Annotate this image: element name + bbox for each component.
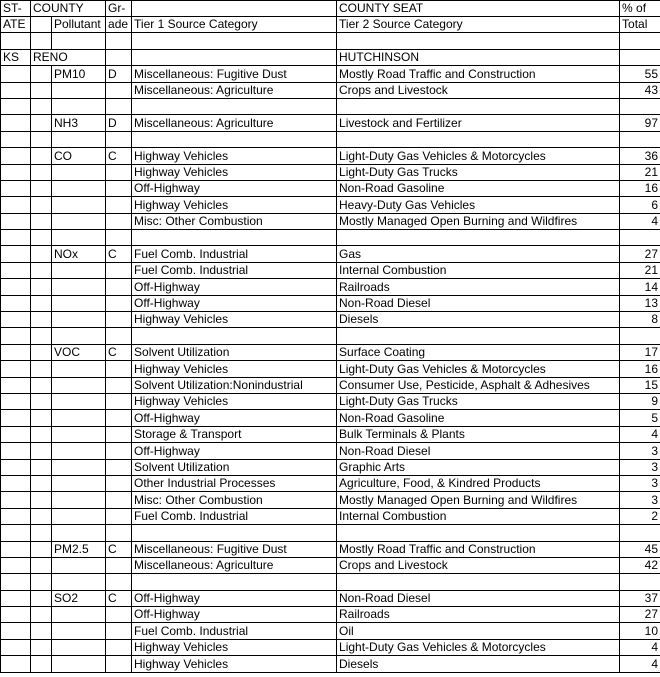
pct-cell: 4 bbox=[620, 213, 660, 229]
pct-cell: 42 bbox=[620, 557, 660, 573]
state-cell bbox=[1, 475, 31, 491]
pollutant-cell: NH3 bbox=[52, 115, 106, 131]
state-cell bbox=[1, 246, 31, 262]
pollutant-cell bbox=[52, 213, 106, 229]
county-cell bbox=[31, 66, 52, 82]
grade-cell bbox=[106, 197, 132, 213]
grade-cell: C bbox=[106, 541, 132, 557]
pct-cell: 8 bbox=[620, 312, 660, 328]
tier1-cell: Fuel Comb. Industrial bbox=[132, 623, 337, 639]
table-row bbox=[1, 361, 660, 377]
county-cell bbox=[31, 623, 52, 639]
table-row bbox=[1, 607, 660, 623]
table-row bbox=[1, 180, 660, 196]
state-cell bbox=[1, 443, 31, 459]
tier2-cell: Mostly Managed Open Burning and Wildfires bbox=[337, 492, 620, 508]
grade-cell: C bbox=[106, 344, 132, 360]
tier2-cell: Livestock and Fertilizer bbox=[337, 115, 620, 131]
pollutant-cell bbox=[52, 393, 106, 409]
tier1-cell: Off-Highway bbox=[132, 443, 337, 459]
tier1-cell: Highway Vehicles bbox=[132, 639, 337, 655]
county-cell: RENO bbox=[31, 49, 106, 65]
tier1-cell: Off-Highway bbox=[132, 410, 337, 426]
tier2-cell: Consumer Use, Pesticide, Asphalt & Adhesives bbox=[337, 377, 620, 393]
tier1-cell: Fuel Comb. Industrial bbox=[132, 508, 337, 524]
tier2-cell: Light-Duty Gas Trucks bbox=[337, 393, 620, 409]
table-row bbox=[1, 508, 660, 524]
pct-cell: 16 bbox=[620, 361, 660, 377]
pct-cell: 45 bbox=[620, 541, 660, 557]
pollutant-cell bbox=[52, 262, 106, 278]
county-cell bbox=[31, 148, 52, 164]
grade-cell bbox=[106, 279, 132, 295]
pct-cell: 3 bbox=[620, 443, 660, 459]
county-cell bbox=[31, 361, 52, 377]
pollutant-cell bbox=[52, 82, 106, 98]
tier2-cell: Graphic Arts bbox=[337, 459, 620, 475]
pollutant-cell: SO2 bbox=[52, 590, 106, 606]
pollutant-cell bbox=[52, 164, 106, 180]
table-row bbox=[1, 213, 660, 229]
pct-cell: 2 bbox=[620, 508, 660, 524]
county-cell bbox=[31, 312, 52, 328]
header-state-2: ATE bbox=[1, 17, 31, 33]
tier2-cell: Light-Duty Gas Vehicles & Motorcycles bbox=[337, 361, 620, 377]
header-pct-2: Total bbox=[620, 17, 660, 33]
pollutant-cell bbox=[52, 557, 106, 573]
state-cell bbox=[1, 607, 31, 623]
grade-cell bbox=[106, 639, 132, 655]
county-cell bbox=[31, 115, 52, 131]
pollutant-cell: CO bbox=[52, 148, 106, 164]
state-cell bbox=[1, 377, 31, 393]
state-cell bbox=[1, 393, 31, 409]
table-row bbox=[1, 262, 660, 278]
pollutant-cell bbox=[52, 197, 106, 213]
pollutant-cell bbox=[52, 180, 106, 196]
grade-cell bbox=[106, 312, 132, 328]
grade-cell bbox=[106, 508, 132, 524]
county-cell bbox=[31, 279, 52, 295]
spacer-row bbox=[1, 33, 660, 49]
table-row bbox=[1, 312, 660, 328]
tier2-cell: Oil bbox=[337, 623, 620, 639]
table-row bbox=[1, 115, 660, 131]
pollutant-cell bbox=[52, 475, 106, 491]
grade-cell: C bbox=[106, 148, 132, 164]
pct-cell: 4 bbox=[620, 656, 660, 672]
state-cell bbox=[1, 115, 31, 131]
county-cell bbox=[31, 492, 52, 508]
grade-cell bbox=[106, 623, 132, 639]
tier1-cell: Highway Vehicles bbox=[132, 656, 337, 672]
state-cell bbox=[1, 508, 31, 524]
county-cell bbox=[31, 557, 52, 573]
county-cell bbox=[31, 475, 52, 491]
grade-cell bbox=[106, 377, 132, 393]
spacer-row bbox=[1, 98, 660, 114]
pollutant-cell bbox=[52, 443, 106, 459]
table-row bbox=[1, 443, 660, 459]
tier2-cell: Crops and Livestock bbox=[337, 82, 620, 98]
table-row bbox=[1, 66, 660, 82]
tier1-cell: Off-Highway bbox=[132, 590, 337, 606]
pct-cell: 27 bbox=[620, 246, 660, 262]
pct-cell: 3 bbox=[620, 492, 660, 508]
state-cell bbox=[1, 410, 31, 426]
pollutant-cell bbox=[52, 426, 106, 442]
pct-cell: 43 bbox=[620, 82, 660, 98]
table-row bbox=[1, 82, 660, 98]
county-cell bbox=[31, 197, 52, 213]
table-row bbox=[1, 639, 660, 655]
county-cell bbox=[31, 508, 52, 524]
pollutant-cell bbox=[52, 492, 106, 508]
county-cell bbox=[31, 213, 52, 229]
tier2-cell: Non-Road Diesel bbox=[337, 295, 620, 311]
grade-cell bbox=[106, 82, 132, 98]
tier2-cell: Bulk Terminals & Plants bbox=[337, 426, 620, 442]
tier1-cell: Highway Vehicles bbox=[132, 164, 337, 180]
state-cell bbox=[1, 656, 31, 672]
tier1-cell: Off-Highway bbox=[132, 295, 337, 311]
county-cell bbox=[31, 164, 52, 180]
pct-cell: 15 bbox=[620, 377, 660, 393]
tier1-cell: Misc: Other Combustion bbox=[132, 492, 337, 508]
header-grade-1: Gr- bbox=[106, 1, 132, 17]
pollutant-cell: VOC bbox=[52, 344, 106, 360]
header-county-2 bbox=[31, 17, 52, 33]
county-cell bbox=[31, 639, 52, 655]
tier2-cell: Internal Combustion bbox=[337, 508, 620, 524]
header-row-1 bbox=[1, 1, 660, 17]
pollutant-cell bbox=[52, 656, 106, 672]
tier1-cell: Off-Highway bbox=[132, 180, 337, 196]
pollutant-cell bbox=[52, 377, 106, 393]
grade-cell bbox=[106, 361, 132, 377]
table-row bbox=[1, 148, 660, 164]
tier2-cell: Railroads bbox=[337, 607, 620, 623]
pct-cell: 4 bbox=[620, 426, 660, 442]
tier1-cell: Miscellaneous: Agriculture bbox=[132, 115, 337, 131]
grade-cell: D bbox=[106, 115, 132, 131]
header-row-2 bbox=[1, 17, 660, 33]
pct-cell: 3 bbox=[620, 459, 660, 475]
pollutant-cell bbox=[52, 459, 106, 475]
county-cell bbox=[31, 246, 52, 262]
emissions-table-body bbox=[1, 1, 660, 673]
state-cell bbox=[1, 590, 31, 606]
tier1-cell: Off-Highway bbox=[132, 279, 337, 295]
county-cell bbox=[31, 82, 52, 98]
table-row bbox=[1, 279, 660, 295]
tier2-cell: Agriculture, Food, & Kindred Products bbox=[337, 475, 620, 491]
pct-cell: 17 bbox=[620, 344, 660, 360]
tier2-cell: Non-Road Gasoline bbox=[337, 410, 620, 426]
grade-cell bbox=[106, 443, 132, 459]
pct-cell: 55 bbox=[620, 66, 660, 82]
grade-cell bbox=[106, 492, 132, 508]
tier1-cell: Highway Vehicles bbox=[132, 361, 337, 377]
table-row bbox=[1, 426, 660, 442]
tier1-cell: Miscellaneous: Fugitive Dust bbox=[132, 541, 337, 557]
county-cell bbox=[31, 590, 52, 606]
tier1-cell: Solvent Utilization bbox=[132, 459, 337, 475]
state-cell bbox=[1, 344, 31, 360]
table-row bbox=[1, 164, 660, 180]
county-cell bbox=[31, 377, 52, 393]
pct-cell: 9 bbox=[620, 393, 660, 409]
tier1-cell: Fuel Comb. Industrial bbox=[132, 262, 337, 278]
table-row bbox=[1, 410, 660, 426]
pct-cell: 5 bbox=[620, 410, 660, 426]
header-grade-2: ade bbox=[106, 17, 132, 33]
pct-cell: 97 bbox=[620, 115, 660, 131]
grade-cell bbox=[106, 410, 132, 426]
tier1-cell: Fuel Comb. Industrial bbox=[132, 246, 337, 262]
pct-cell: 3 bbox=[620, 475, 660, 491]
grade-cell: D bbox=[106, 66, 132, 82]
county-cell bbox=[31, 393, 52, 409]
header-pollutant: Pollutant bbox=[52, 17, 106, 33]
table-row bbox=[1, 295, 660, 311]
header-tier2: Tier 2 Source Category bbox=[337, 17, 620, 33]
pct-cell: 4 bbox=[620, 639, 660, 655]
pollutant-cell bbox=[52, 361, 106, 377]
state-cell bbox=[1, 197, 31, 213]
county-cell bbox=[31, 459, 52, 475]
tier1-cell: Highway Vehicles bbox=[132, 197, 337, 213]
tier1-cell: Highway Vehicles bbox=[132, 393, 337, 409]
spacer-row bbox=[1, 230, 660, 246]
grade-cell: C bbox=[106, 590, 132, 606]
table-row bbox=[1, 623, 660, 639]
grade-cell bbox=[106, 459, 132, 475]
pct-cell: 14 bbox=[620, 279, 660, 295]
state-cell bbox=[1, 541, 31, 557]
tier1-cell: Miscellaneous: Fugitive Dust bbox=[132, 66, 337, 82]
state-cell bbox=[1, 459, 31, 475]
state-cell bbox=[1, 623, 31, 639]
state-cell bbox=[1, 66, 31, 82]
pollutant-cell bbox=[52, 312, 106, 328]
grade-cell bbox=[106, 475, 132, 491]
pct-cell: 6 bbox=[620, 197, 660, 213]
county-cell bbox=[31, 410, 52, 426]
pct-cell: 36 bbox=[620, 148, 660, 164]
tier2-cell: Crops and Livestock bbox=[337, 557, 620, 573]
table-row bbox=[1, 475, 660, 491]
state-cell bbox=[1, 279, 31, 295]
table-row bbox=[1, 197, 660, 213]
tier2-cell: Mostly Managed Open Burning and Wildfires bbox=[337, 213, 620, 229]
pollutant-cell bbox=[52, 623, 106, 639]
pollutant-cell bbox=[52, 639, 106, 655]
tier2-cell: Non-Road Diesel bbox=[337, 590, 620, 606]
tier2-cell: Non-Road Diesel bbox=[337, 443, 620, 459]
tier1-cell: Solvent Utilization bbox=[132, 344, 337, 360]
pollutant-cell: NOx bbox=[52, 246, 106, 262]
grade-cell bbox=[106, 164, 132, 180]
table-row bbox=[1, 246, 660, 262]
tier1-cell: Miscellaneous: Agriculture bbox=[132, 82, 337, 98]
county-cell bbox=[31, 262, 52, 278]
county-cell bbox=[31, 541, 52, 557]
grade-cell bbox=[106, 180, 132, 196]
tier1-cell: Other Industrial Processes bbox=[132, 475, 337, 491]
spacer-row bbox=[1, 328, 660, 344]
pollutant-cell bbox=[52, 607, 106, 623]
header-county: COUNTY bbox=[31, 1, 106, 17]
state-cell bbox=[1, 312, 31, 328]
county-cell bbox=[31, 443, 52, 459]
grade-cell bbox=[106, 295, 132, 311]
header-county-seat: COUNTY SEAT bbox=[337, 1, 620, 17]
pct-cell: 21 bbox=[620, 164, 660, 180]
grade-cell: C bbox=[106, 246, 132, 262]
header-pct-1: % of bbox=[620, 1, 660, 17]
header-blank bbox=[132, 1, 337, 17]
county-cell bbox=[31, 344, 52, 360]
pct-cell: 13 bbox=[620, 295, 660, 311]
pollutant-cell bbox=[52, 508, 106, 524]
table-row bbox=[1, 557, 660, 573]
tier1-cell: Solvent Utilization:Nonindustrial bbox=[132, 377, 337, 393]
county-cell bbox=[31, 426, 52, 442]
state-cell bbox=[1, 492, 31, 508]
tier2-cell: Heavy-Duty Gas Vehicles bbox=[337, 197, 620, 213]
county-cell bbox=[31, 607, 52, 623]
state-cell bbox=[1, 557, 31, 573]
table-row bbox=[1, 344, 660, 360]
header-tier1: Tier 1 Source Category bbox=[132, 17, 337, 33]
tier2-cell: Mostly Road Traffic and Construction bbox=[337, 541, 620, 557]
table-row bbox=[1, 492, 660, 508]
pollutant-cell: PM2.5 bbox=[52, 541, 106, 557]
tier2-cell: Diesels bbox=[337, 656, 620, 672]
table-row bbox=[1, 377, 660, 393]
table-row bbox=[1, 393, 660, 409]
county-seat-cell: HUTCHINSON bbox=[337, 49, 620, 65]
table-row bbox=[1, 459, 660, 475]
tier2-cell: Light-Duty Gas Vehicles & Motorcycles bbox=[337, 148, 620, 164]
tier1-cell: Misc: Other Combustion bbox=[132, 213, 337, 229]
state-cell bbox=[1, 213, 31, 229]
pollutant-cell bbox=[52, 410, 106, 426]
tier2-cell: Light-Duty Gas Trucks bbox=[337, 164, 620, 180]
pct-cell: 10 bbox=[620, 623, 660, 639]
location-row bbox=[1, 49, 660, 65]
spacer-row bbox=[1, 525, 660, 541]
table-row bbox=[1, 541, 660, 557]
spacer-row bbox=[1, 131, 660, 147]
state-cell bbox=[1, 361, 31, 377]
state-cell: KS bbox=[1, 49, 31, 65]
pollutant-cell bbox=[52, 295, 106, 311]
grade-cell bbox=[106, 213, 132, 229]
state-cell bbox=[1, 82, 31, 98]
tier2-cell: Internal Combustion bbox=[337, 262, 620, 278]
state-cell bbox=[1, 639, 31, 655]
pollutant-cell bbox=[52, 279, 106, 295]
state-cell bbox=[1, 148, 31, 164]
pct-cell: 16 bbox=[620, 180, 660, 196]
tier2-cell: Light-Duty Gas Vehicles & Motorcycles bbox=[337, 639, 620, 655]
tier2-cell: Non-Road Gasoline bbox=[337, 180, 620, 196]
tier1-cell: Storage & Transport bbox=[132, 426, 337, 442]
state-cell bbox=[1, 180, 31, 196]
county-cell bbox=[31, 180, 52, 196]
tier2-cell: Mostly Road Traffic and Construction bbox=[337, 66, 620, 82]
table-row bbox=[1, 590, 660, 606]
table-row bbox=[1, 656, 660, 672]
tier1-cell: Highway Vehicles bbox=[132, 312, 337, 328]
tier2-cell: Surface Coating bbox=[337, 344, 620, 360]
grade-cell bbox=[106, 262, 132, 278]
pct-cell: 21 bbox=[620, 262, 660, 278]
tier2-cell: Railroads bbox=[337, 279, 620, 295]
spacer-row bbox=[1, 574, 660, 590]
grade-cell bbox=[106, 557, 132, 573]
tier1-cell: Highway Vehicles bbox=[132, 148, 337, 164]
state-cell bbox=[1, 262, 31, 278]
pct-cell: 27 bbox=[620, 607, 660, 623]
grade-cell bbox=[106, 393, 132, 409]
state-cell bbox=[1, 426, 31, 442]
header-state-1: ST- bbox=[1, 1, 31, 17]
grade-cell bbox=[106, 656, 132, 672]
tier2-cell: Gas bbox=[337, 246, 620, 262]
tier1-cell: Off-Highway bbox=[132, 607, 337, 623]
state-cell bbox=[1, 295, 31, 311]
grade-cell bbox=[106, 426, 132, 442]
state-cell bbox=[1, 164, 31, 180]
pollutant-cell: PM10 bbox=[52, 66, 106, 82]
grade-cell bbox=[106, 607, 132, 623]
county-cell bbox=[31, 295, 52, 311]
pct-cell: 37 bbox=[620, 590, 660, 606]
tier1-cell: Miscellaneous: Agriculture bbox=[132, 557, 337, 573]
tier2-cell: Diesels bbox=[337, 312, 620, 328]
county-cell bbox=[31, 656, 52, 672]
